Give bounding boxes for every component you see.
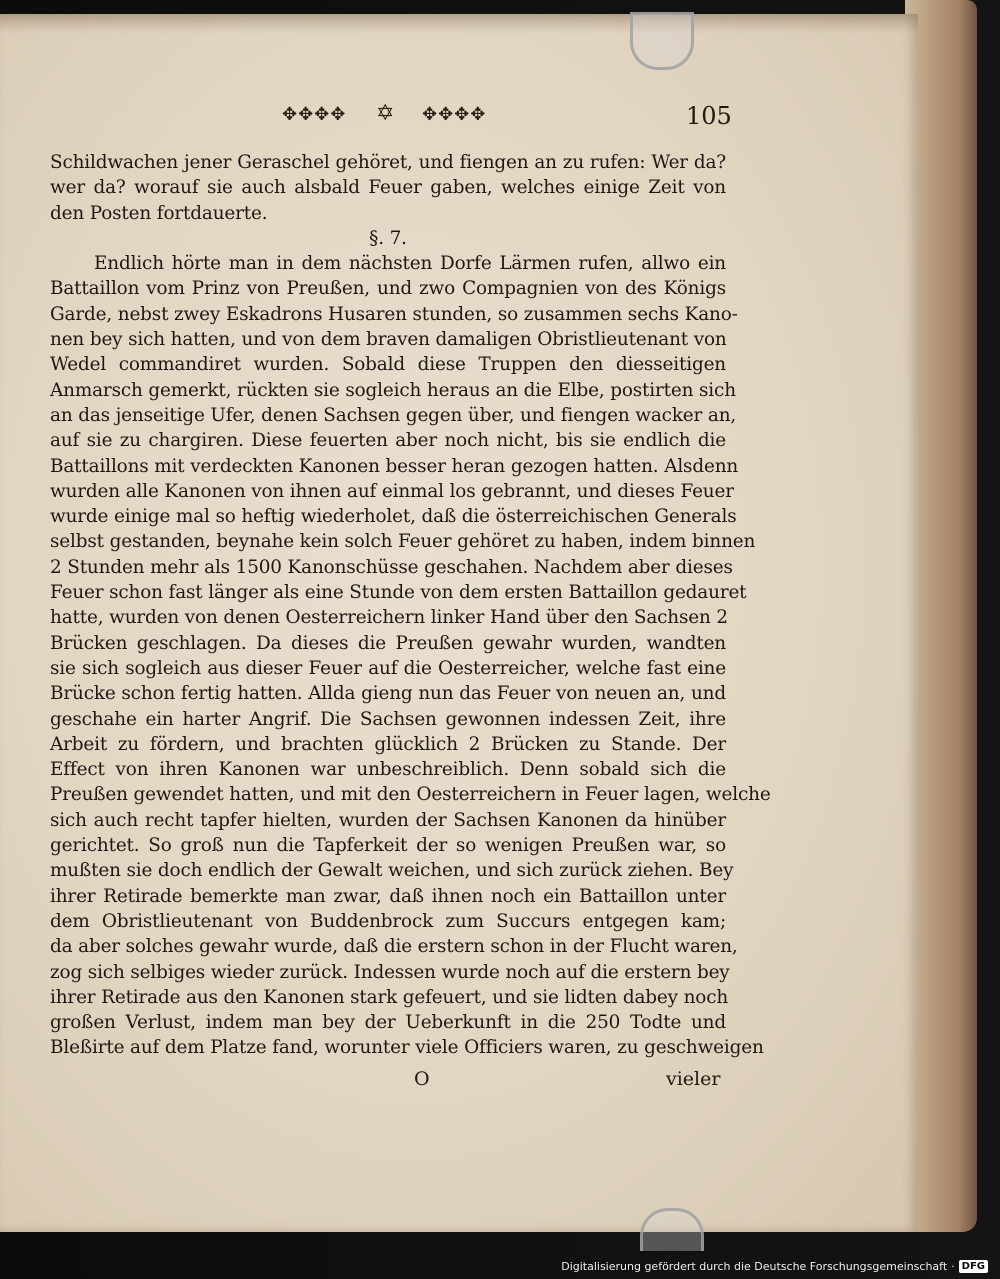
text-line: großen Verlust, indem man bey der Ueberkunft in die 250 Todte und bbox=[50, 1012, 726, 1034]
text-line: ihrer Retirade bemerkte man zwar, daß ihnen noch ein Battaillon unter bbox=[50, 885, 726, 907]
text-line: wurden alle Kanonen von ihnen auf einmal los gebrannt, und dieses Feuer bbox=[50, 480, 734, 502]
text-line: den Posten fortdauerte. bbox=[50, 202, 268, 224]
catchword: vieler bbox=[666, 1068, 721, 1090]
text-line: geschahe ein harter Angrif. Die Sachsen gewonnen indessen Zeit, ihre bbox=[50, 708, 726, 730]
text-line: Schildwachen jener Geraschel gehöret, und fiengen an zu rufen: Wer da? bbox=[50, 152, 726, 173]
text-line: selbst gestanden, beynahe kein solch Feuer gehöret zu haben, indem binnen bbox=[50, 531, 756, 553]
page-number: 105 bbox=[686, 102, 732, 130]
text-line: Arbeit zu fördern, und brachten glücklich 2 Brücken zu Stande. Der bbox=[50, 733, 726, 755]
text-line: Brücke schon fertig hatten. Allda gieng nun das Feuer von neuen an, und bbox=[50, 683, 726, 705]
text-line: an das jenseitige Ufer, denen Sachsen gegen über, und fiengen wacker an, bbox=[50, 404, 737, 426]
footer-separator: · bbox=[951, 1259, 955, 1273]
text-line: Effect von ihren Kanonen war unbeschreiblich. Denn sobald sich die bbox=[50, 759, 726, 781]
text-line: wurde einige mal so heftig wiederholet, daß die österreichischen Generals bbox=[50, 506, 737, 528]
footer-credit bbox=[561, 1257, 988, 1275]
text-line: Battaillons mit verdeckten Kanonen besser heran gezogen hatten. Alsdenn bbox=[50, 455, 739, 477]
header-ornament-star: ✡ bbox=[376, 101, 396, 126]
text-line: da aber solches gewahr wurde, daß die erstern schon in der Flucht waren, bbox=[50, 936, 738, 958]
text-line: Endlich hörte man in dem nächsten Dorfe Lärmen rufen, allwo ein bbox=[94, 253, 726, 275]
text-line: Anmarsch gemerkt, rückten sie sogleich heraus an die Elbe, postirten sich bbox=[50, 379, 736, 401]
text-line: dem Obristlieutenant von Buddenbrock zum Succurs entgegen kam; bbox=[50, 910, 726, 932]
text-line: Preußen gewendet hatten, und mit den Oesterreichern in Feuer lagen, welche bbox=[50, 784, 771, 806]
text-line: Battaillon vom Prinz von Preußen, und zwo Compagnien von des Königs bbox=[50, 278, 726, 300]
text-line: nen bey sich hatten, und von dem braven damaligen Obristlieutenant von bbox=[50, 329, 727, 351]
text-line: zog sich selbiges wieder zurück. Indessen wurde noch auf die erstern bey bbox=[50, 961, 730, 983]
dfg-logo-icon: DFG bbox=[959, 1260, 988, 1273]
text-line: Brücken geschlagen. Da dieses die Preußen gewahr wurden, wandten bbox=[50, 632, 726, 654]
body-text bbox=[50, 150, 771, 1061]
text-line: auf sie zu chargiren. Diese feuerten aber noch nicht, bis sie endlich die bbox=[50, 430, 726, 452]
text-line: gerichtet. So groß nun die Tapferkeit der so wenigen Preußen war, so bbox=[50, 835, 726, 857]
page-clip-top bbox=[630, 12, 694, 70]
text-line: ihrer Retirade aus den Kanonen stark gefeuert, und sie lidten dabey noch bbox=[50, 986, 729, 1008]
text-line: sich auch recht tapfer hielten, wurden der Sachsen Kanonen da hinüber bbox=[50, 809, 726, 831]
section-heading: §. 7. bbox=[369, 227, 407, 249]
text-line: Feuer schon fast länger als eine Stunde von dem ersten Battaillon gedauret bbox=[50, 582, 747, 604]
text-line: mußten sie doch endlich der Gewalt weichen, und sich zurück ziehen. Bey bbox=[50, 860, 734, 882]
footer-text: Digitalisierung gefördert durch die Deutsche Forschungsgemeinschaft bbox=[561, 1259, 948, 1273]
text-line: wer da? worauf sie auch alsbald Feuer gaben, welches einige Zeit von bbox=[50, 177, 726, 199]
text-line: 2 Stunden mehr als 1500 Kanonschüsse geschahen. Nachdem aber dieses bbox=[50, 556, 733, 578]
text-line: Bleßirte auf dem Platze fand, worunter viele Officiers waren, zu geschweigen bbox=[50, 1037, 764, 1059]
text-line: sie sich sogleich aus dieser Feuer auf die Oesterreicher, welche fast eine bbox=[50, 657, 726, 679]
running-header bbox=[50, 101, 732, 134]
header-ornament-right: ✥✥✥✥ bbox=[422, 104, 487, 125]
page-top-shadow bbox=[0, 14, 918, 34]
page-clip-bottom bbox=[640, 1208, 704, 1251]
signature-mark: O bbox=[414, 1068, 430, 1090]
header-ornament-left: ✥✥✥✥ bbox=[282, 104, 347, 125]
text-line: Wedel commandiret wurden. Sobald diese Truppen den diesseitigen bbox=[50, 354, 726, 376]
text-line: Garde, nebst zwey Eskadrons Husaren stunden, so zusammen sechs Kano- bbox=[50, 303, 738, 325]
text-line: hatte, wurden von denen Oesterreichern linker Hand über den Sachsen 2 bbox=[50, 607, 728, 629]
